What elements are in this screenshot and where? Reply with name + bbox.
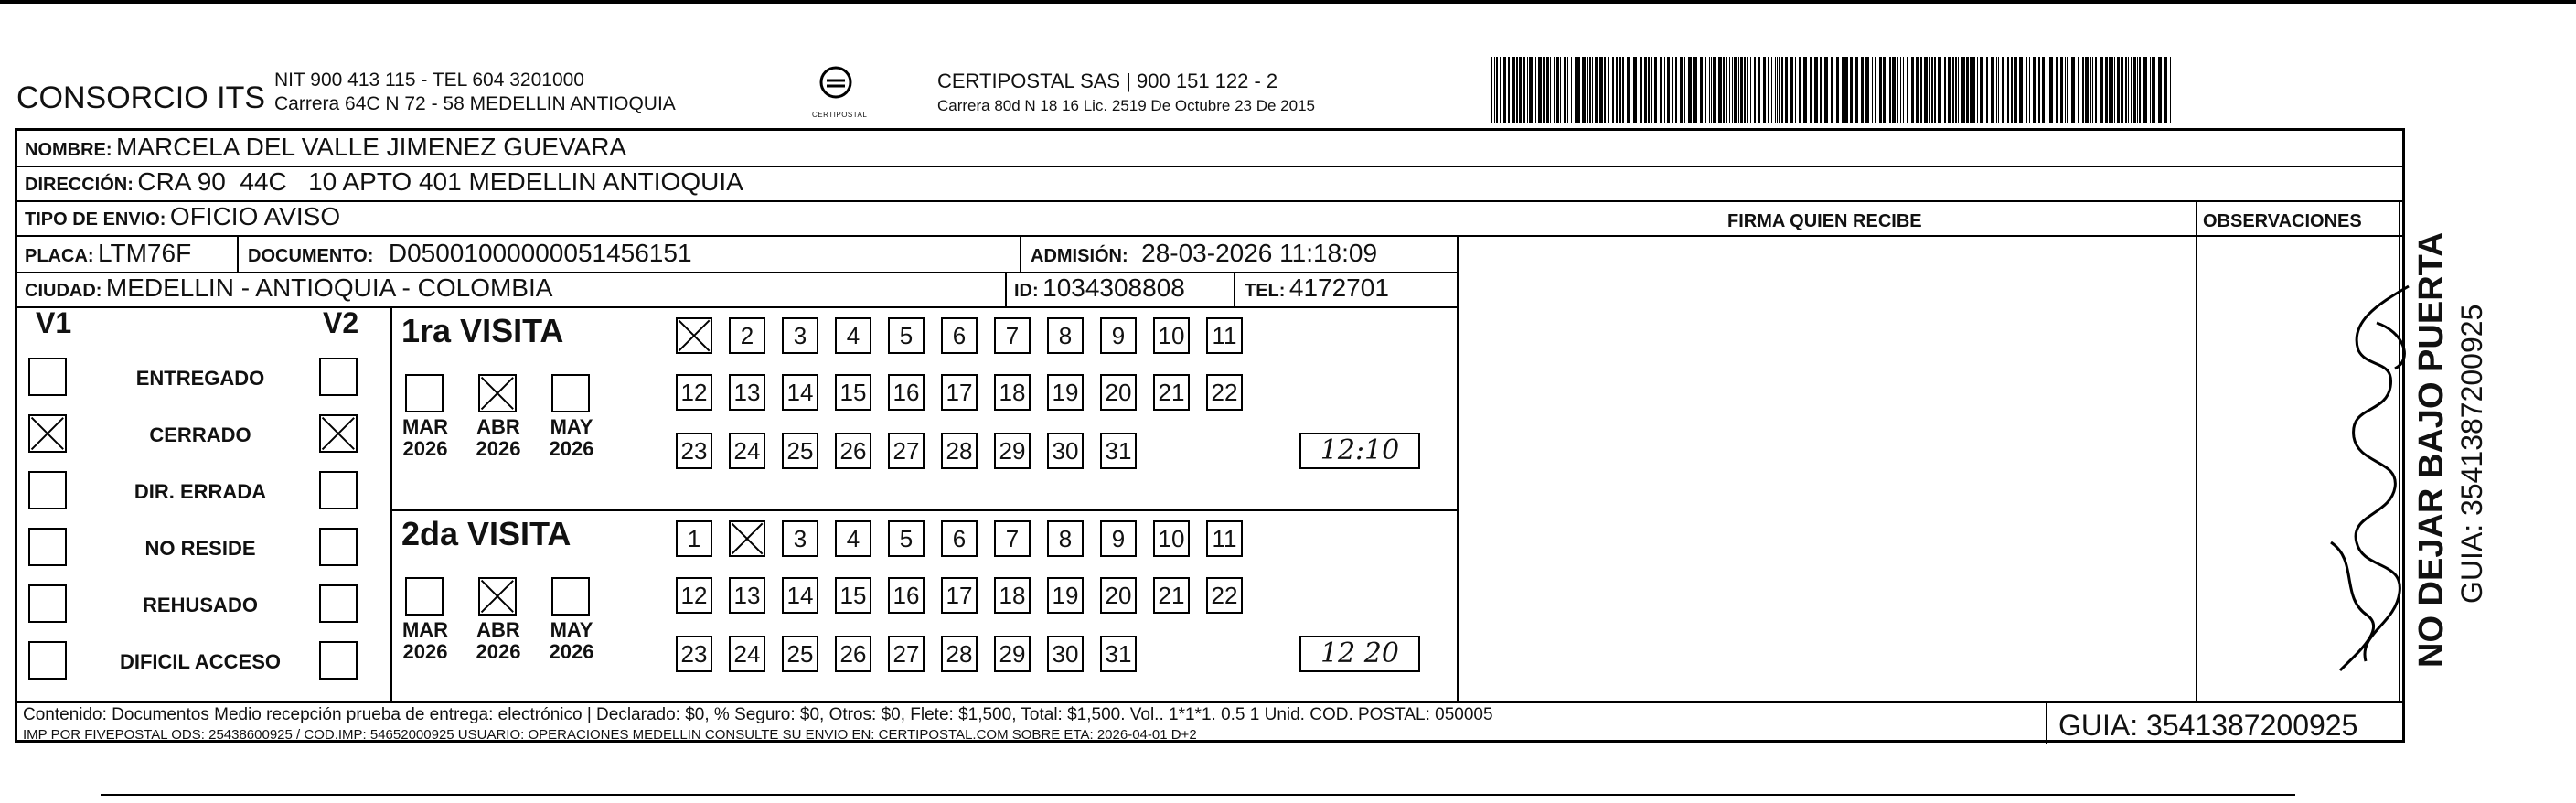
rule xyxy=(390,509,1457,511)
carrier-address: Carrera 80d N 18 16 Lic. 2519 De Octubre 23 De 2015 xyxy=(937,97,1315,114)
company-nit: NIT 900 413 115 - TEL 604 3201000 xyxy=(274,70,584,91)
day-box[interactable]: 16 xyxy=(888,374,925,411)
day-box[interactable]: 24 xyxy=(729,433,765,469)
day-box[interactable]: 20 xyxy=(1100,374,1137,411)
month-year: 2026 xyxy=(549,437,594,460)
day-box[interactable]: 31 xyxy=(1100,636,1137,672)
rule xyxy=(2196,200,2197,701)
time-box[interactable]: 12 20 xyxy=(1299,636,1420,672)
company-address: Carrera 64C N 72 - 58 MEDELLIN ANTIOQUIA xyxy=(274,93,676,114)
status-label: NO RESIDE xyxy=(144,537,256,560)
day-box[interactable]: 6 xyxy=(941,317,978,354)
ciudad-label: CIUDAD: xyxy=(25,281,102,301)
v2-checkbox[interactable] xyxy=(319,528,358,566)
day-box[interactable]: 4 xyxy=(835,317,871,354)
day-box[interactable]: 19 xyxy=(1047,577,1084,614)
day-box[interactable]: 17 xyxy=(941,577,978,614)
day-box[interactable]: 14 xyxy=(782,374,818,411)
rule xyxy=(17,200,2402,202)
no-dejar-bajo-puerta: NO DEJAR BAJO PUERTA xyxy=(2412,231,2451,668)
day-box[interactable]: 26 xyxy=(835,433,871,469)
day-box[interactable]: 22 xyxy=(1206,577,1243,614)
documento-label: DOCUMENTO: xyxy=(248,246,374,266)
day-box[interactable] xyxy=(676,317,712,354)
rule xyxy=(1457,235,1459,701)
month-label: MAR xyxy=(401,415,449,438)
v1-checkbox[interactable] xyxy=(28,528,67,566)
rule xyxy=(2046,701,2047,744)
observaciones-label: OBSERVACIONES xyxy=(2203,211,2362,231)
v1-checkbox[interactable] xyxy=(28,641,67,680)
status-label: REHUSADO xyxy=(143,594,258,616)
admision-label: ADMISIÓN: xyxy=(1031,246,1128,266)
day-box[interactable]: 30 xyxy=(1047,433,1084,469)
day-box[interactable]: 30 xyxy=(1047,636,1084,672)
month-checkbox[interactable] xyxy=(405,374,444,412)
month-year: 2026 xyxy=(402,437,448,460)
nombre-label: NOMBRE: xyxy=(25,140,112,160)
day-box[interactable]: 3 xyxy=(782,317,818,354)
day-box[interactable]: 22 xyxy=(1206,374,1243,411)
day-box[interactable]: 7 xyxy=(994,317,1031,354)
visit-title: 2da VISITA xyxy=(401,515,572,552)
rule xyxy=(17,235,2402,237)
day-box[interactable]: 5 xyxy=(888,520,925,557)
direccion-label: DIRECCIÓN: xyxy=(25,175,134,195)
direccion-value: CRA 90 44C 10 APTO 401 MEDELLIN ANTIOQUIA xyxy=(137,167,743,196)
rule xyxy=(390,306,392,701)
v2-checkbox[interactable] xyxy=(319,358,358,396)
v2-checkbox[interactable] xyxy=(319,584,358,623)
nombre-value: MARCELA DEL VALLE JIMENEZ GUEVARA xyxy=(116,133,627,161)
day-box[interactable]: 9 xyxy=(1100,520,1137,557)
day-box[interactable]: 28 xyxy=(941,433,978,469)
month-year: 2026 xyxy=(402,640,448,663)
day-box[interactable]: 16 xyxy=(888,577,925,614)
month-checkbox[interactable] xyxy=(478,374,517,412)
day-box[interactable]: 27 xyxy=(888,636,925,672)
day-box[interactable]: 25 xyxy=(782,636,818,672)
day-box[interactable]: 5 xyxy=(888,317,925,354)
admision-value: 28-03-2026 11:18:09 xyxy=(1141,239,1378,267)
day-box[interactable]: 9 xyxy=(1100,317,1137,354)
day-box[interactable]: 3 xyxy=(782,520,818,557)
month-label: MAY xyxy=(550,618,593,641)
month-label: MAY xyxy=(550,415,593,438)
month-label: ABR xyxy=(476,415,520,438)
day-box[interactable]: 6 xyxy=(941,520,978,557)
day-box[interactable]: 15 xyxy=(835,577,871,614)
rule xyxy=(1005,272,1007,306)
footer-line-2: IMP POR FIVEPOSTAL ODS: 25438600925 / COD.IMP: 54652000925 USUARIO: OPERACIONES MEDELLIN CONSULTE SU ENVIO EN: CERTIPOSTAL.COM SOBRE ETA: 2026-04-01 D+2 xyxy=(23,727,1197,743)
day-box[interactable]: 25 xyxy=(782,433,818,469)
placa-label: PLACA: xyxy=(25,246,94,266)
v1-checkbox[interactable] xyxy=(28,414,67,453)
day-box[interactable]: 12 xyxy=(676,374,712,411)
day-box[interactable]: 18 xyxy=(994,577,1031,614)
certipostal-logo-icon xyxy=(812,64,868,119)
rule xyxy=(17,701,2402,703)
bottom-rule xyxy=(101,794,2295,796)
firma-label: FIRMA QUIEN RECIBE xyxy=(1727,211,1922,231)
day-box[interactable]: 4 xyxy=(835,520,871,557)
month-checkbox[interactable] xyxy=(551,577,590,616)
day-box[interactable]: 19 xyxy=(1047,374,1084,411)
day-box[interactable]: 14 xyxy=(782,577,818,614)
day-box[interactable]: 11 xyxy=(1206,317,1243,354)
day-box[interactable]: 31 xyxy=(1100,433,1137,469)
month-label: MAR xyxy=(401,618,449,641)
day-box[interactable]: 17 xyxy=(941,374,978,411)
ciudad-value: MEDELLIN - ANTIOQUIA - COLOMBIA xyxy=(105,273,553,302)
day-box[interactable]: 29 xyxy=(994,433,1031,469)
day-box[interactable]: 8 xyxy=(1047,520,1084,557)
rule xyxy=(1020,235,1021,272)
top-border xyxy=(0,0,2576,4)
month-year: 2026 xyxy=(476,437,521,460)
v2-label: V2 xyxy=(323,306,359,339)
tipo-envio-label: TIPO DE ENVIO: xyxy=(25,209,166,230)
rule xyxy=(1234,272,1235,306)
rule xyxy=(17,306,1457,308)
day-box[interactable]: 24 xyxy=(729,636,765,672)
status-label: CERRADO xyxy=(149,423,251,446)
day-box[interactable]: 10 xyxy=(1153,317,1190,354)
month-checkbox[interactable] xyxy=(551,374,590,412)
day-box[interactable]: 20 xyxy=(1100,577,1137,614)
day-box[interactable]: 29 xyxy=(994,636,1031,672)
status-label: ENTREGADO xyxy=(135,367,265,390)
day-box[interactable]: 15 xyxy=(835,374,871,411)
day-box[interactable]: 11 xyxy=(1206,520,1243,557)
v1-checkbox[interactable] xyxy=(28,584,67,623)
v2-checkbox[interactable] xyxy=(319,471,358,509)
tel-label: TEL: xyxy=(1245,281,1286,301)
day-box[interactable]: 26 xyxy=(835,636,871,672)
carrier-name: CERTIPOSTAL SAS | 900 151 122 - 2 xyxy=(937,70,1278,92)
day-box[interactable]: 28 xyxy=(941,636,978,672)
v2-checkbox[interactable] xyxy=(319,641,358,680)
documento-value: D05001000000051456151 xyxy=(388,239,692,267)
rule xyxy=(237,235,239,272)
day-box[interactable]: 23 xyxy=(676,636,712,672)
day-box[interactable]: 1 xyxy=(676,520,712,557)
day-box[interactable]: 2 xyxy=(729,317,765,354)
barcode xyxy=(1491,57,2172,123)
v1-checkbox[interactable] xyxy=(28,471,67,509)
day-box[interactable]: 13 xyxy=(729,577,765,614)
month-label: ABR xyxy=(476,618,520,641)
status-label: DIR. ERRADA xyxy=(134,480,267,503)
month-year: 2026 xyxy=(549,640,594,663)
tipo-envio-value: OFICIO AVISO xyxy=(169,202,341,230)
side-guia: GUIA: 3541387200925 xyxy=(2455,304,2488,604)
id-label: ID: xyxy=(1014,281,1039,301)
day-box[interactable]: 18 xyxy=(994,374,1031,411)
day-box[interactable]: 8 xyxy=(1047,317,1084,354)
month-year: 2026 xyxy=(476,640,521,663)
day-box[interactable]: 10 xyxy=(1153,520,1190,557)
v1-checkbox[interactable] xyxy=(28,358,67,396)
v2-checkbox[interactable] xyxy=(319,414,358,453)
tel-value: 4172701 xyxy=(1288,273,1389,302)
footer-line-1: Contenido: Documentos Medio recepción prueba de entrega: electrónico | Declarado: $0, % Seguro: $0, Otros: $0, Flete: $1,500, Total: $1,500. Vol.. 1*1*1. 0.5 1 Unid. COD. POSTAL: 050005 xyxy=(23,705,1493,724)
day-box[interactable] xyxy=(729,520,765,557)
day-box[interactable]: 7 xyxy=(994,520,1031,557)
day-box[interactable]: 23 xyxy=(676,433,712,469)
id-value: 1034308808 xyxy=(1042,273,1185,302)
logo-caption: CERTIPOSTAL xyxy=(812,111,868,119)
footer-guia: GUIA: 3541387200925 xyxy=(2058,709,2358,742)
day-box[interactable]: 27 xyxy=(888,433,925,469)
day-box[interactable]: 13 xyxy=(729,374,765,411)
time-box[interactable]: 12:10 xyxy=(1299,433,1420,469)
placa-value: LTM76F xyxy=(98,239,192,267)
month-checkbox[interactable] xyxy=(405,577,444,616)
v1-label: V1 xyxy=(36,306,72,339)
status-label: DIFICIL ACCESO xyxy=(119,650,281,673)
day-box[interactable]: 21 xyxy=(1153,577,1190,614)
visit-title: 1ra VISITA xyxy=(401,312,564,349)
month-checkbox[interactable] xyxy=(478,577,517,616)
delivery-form xyxy=(15,128,2405,743)
company-name: CONSORCIO ITS xyxy=(16,80,266,115)
day-box[interactable]: 12 xyxy=(676,577,712,614)
day-box[interactable]: 21 xyxy=(1153,374,1190,411)
